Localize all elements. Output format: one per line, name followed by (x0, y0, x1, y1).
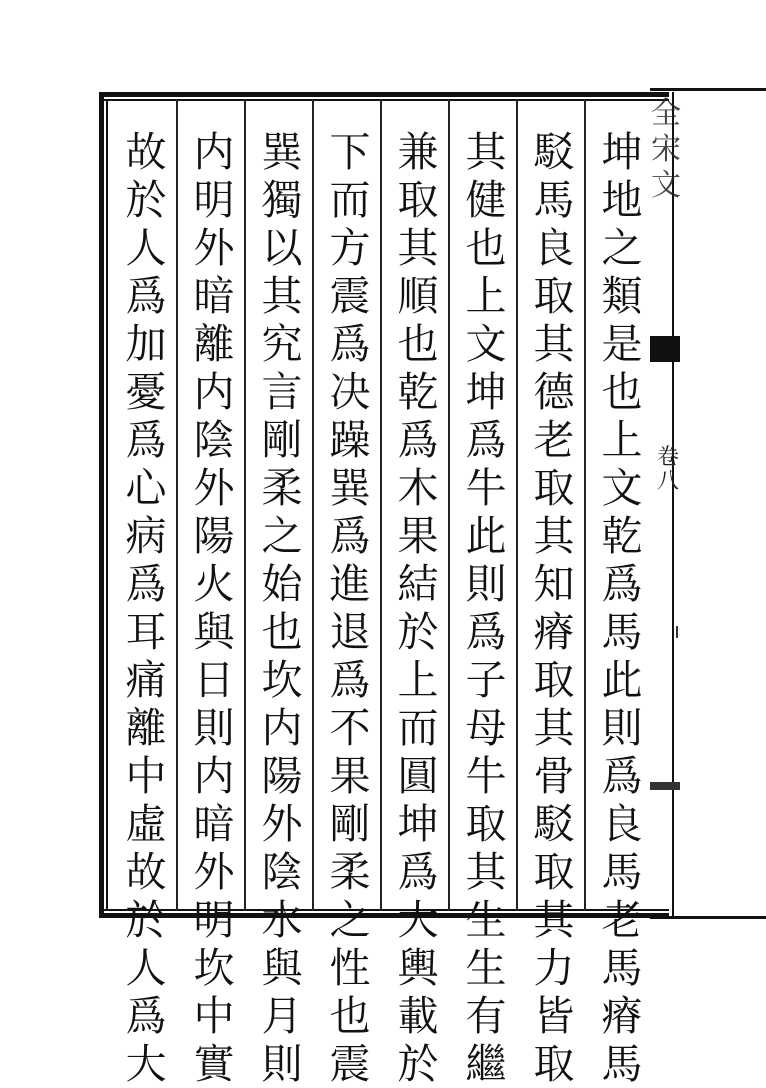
character: 震 (329, 272, 371, 320)
character: 骨 (533, 752, 575, 800)
character: 其 (533, 512, 575, 560)
character: 外 (193, 464, 235, 512)
character: 坎 (193, 944, 235, 992)
margin-volume-label: 卷 八 (656, 445, 679, 494)
character: 也 (601, 368, 643, 416)
character: 水 (261, 896, 303, 944)
character: 柔 (261, 464, 303, 512)
character: 故 (125, 848, 167, 896)
character: 退 (329, 608, 371, 656)
text-column (386, 128, 450, 1088)
character: 老 (601, 896, 643, 944)
margin-tick (676, 626, 678, 638)
character: 外 (261, 800, 303, 848)
character: 陽 (193, 512, 235, 560)
character: 内 (193, 368, 235, 416)
character: 實 (193, 1040, 235, 1088)
character: 加 (125, 320, 167, 368)
character: 文 (465, 320, 507, 368)
character: 健 (465, 176, 507, 224)
character: 明 (193, 896, 235, 944)
margin-rule-bottom (650, 916, 766, 919)
character: 瘠 (601, 992, 643, 1040)
character: 之 (329, 896, 371, 944)
character: 火 (193, 560, 235, 608)
character: 與 (261, 944, 303, 992)
character: 則 (601, 704, 643, 752)
character: 上 (465, 272, 507, 320)
character: 爲 (329, 512, 371, 560)
character: 繼 (465, 1040, 507, 1088)
character: 也 (397, 320, 439, 368)
character: 取 (397, 176, 439, 224)
character: 爲 (125, 416, 167, 464)
character: 取 (533, 272, 575, 320)
character: 馬 (601, 1040, 643, 1088)
character: 乾 (601, 512, 643, 560)
character: 爲 (329, 320, 371, 368)
character: 而 (397, 704, 439, 752)
character: 其 (533, 704, 575, 752)
character: 决 (329, 368, 371, 416)
character: 知 (533, 560, 575, 608)
character: 剛 (261, 416, 303, 464)
text-column (114, 128, 178, 1088)
character: 言 (261, 368, 303, 416)
character: 爲 (329, 656, 371, 704)
character: 生 (465, 896, 507, 944)
character: 暗 (193, 800, 235, 848)
character: 牛 (465, 464, 507, 512)
character: 日 (193, 656, 235, 704)
character: 生 (465, 944, 507, 992)
character: 圓 (397, 752, 439, 800)
character: 地 (601, 176, 643, 224)
character: 取 (533, 656, 575, 704)
character: 中 (193, 992, 235, 1040)
character: 不 (329, 704, 371, 752)
character: 良 (601, 800, 643, 848)
character: 駁 (533, 128, 575, 176)
character: 其 (261, 272, 303, 320)
character: 憂 (125, 368, 167, 416)
character: 外 (193, 848, 235, 896)
character: 獨 (261, 176, 303, 224)
character: 其 (533, 320, 575, 368)
character: 爲 (397, 416, 439, 464)
character: 而 (329, 176, 371, 224)
character: 心 (125, 464, 167, 512)
character: 類 (601, 272, 643, 320)
character: 中 (125, 752, 167, 800)
character: 果 (329, 752, 371, 800)
character: 爲 (465, 608, 507, 656)
character: 故 (125, 128, 167, 176)
character: 兼 (397, 128, 439, 176)
character: 於 (125, 176, 167, 224)
character: 究 (261, 320, 303, 368)
character: 於 (397, 1040, 439, 1088)
character: 取 (533, 464, 575, 512)
character: 其 (465, 848, 507, 896)
character: 陽 (261, 752, 303, 800)
character: 離 (125, 704, 167, 752)
character: 其 (397, 224, 439, 272)
character: 爲 (125, 560, 167, 608)
character: 順 (397, 272, 439, 320)
character: 虛 (125, 800, 167, 848)
character: 其 (465, 128, 507, 176)
character: 馬 (533, 176, 575, 224)
character: 坎 (261, 656, 303, 704)
character: 爲 (125, 992, 167, 1040)
character: 也 (465, 224, 507, 272)
character: 以 (261, 224, 303, 272)
character: 月 (261, 992, 303, 1040)
character: 人 (125, 224, 167, 272)
character: 下 (329, 128, 371, 176)
character: 巽 (329, 464, 371, 512)
character: 皆 (533, 992, 575, 1040)
fish-tail-mark (650, 336, 680, 362)
character: 是 (601, 320, 643, 368)
character: 始 (261, 560, 303, 608)
character: 則 (261, 1040, 303, 1088)
character: 駁 (533, 800, 575, 848)
text-column (182, 128, 246, 1088)
character: 力 (533, 944, 575, 992)
character: 大 (397, 896, 439, 944)
character: 則 (193, 704, 235, 752)
character: 則 (465, 560, 507, 608)
character: 德 (533, 368, 575, 416)
character: 馬 (601, 848, 643, 896)
character: 取 (465, 800, 507, 848)
character: 陰 (261, 848, 303, 896)
character: 痛 (125, 656, 167, 704)
character: 有 (465, 992, 507, 1040)
character: 乾 (397, 368, 439, 416)
character: 載 (397, 992, 439, 1040)
character: 性 (329, 944, 371, 992)
character: 此 (465, 512, 507, 560)
character: 良 (533, 224, 575, 272)
text-column (522, 128, 586, 1088)
character: 此 (601, 656, 643, 704)
text-column (250, 128, 314, 1088)
character: 外 (193, 224, 235, 272)
margin-book-title: 全 宋 文 (651, 96, 681, 203)
character: 輿 (397, 944, 439, 992)
character: 方 (329, 224, 371, 272)
character: 爲 (397, 848, 439, 896)
character: 柔 (329, 848, 371, 896)
character: 上 (397, 656, 439, 704)
character: 離 (193, 320, 235, 368)
character: 爲 (125, 272, 167, 320)
character: 耳 (125, 608, 167, 656)
character: 文 (601, 464, 643, 512)
character: 子 (465, 656, 507, 704)
character: 瘠 (533, 608, 575, 656)
character: 老 (533, 416, 575, 464)
character: 坤 (601, 128, 643, 176)
character: 大 (125, 1040, 167, 1088)
character: 内 (193, 752, 235, 800)
character: 暗 (193, 272, 235, 320)
character: 也 (329, 992, 371, 1040)
character: 於 (125, 896, 167, 944)
character: 牛 (465, 752, 507, 800)
character: 取 (533, 848, 575, 896)
character: 馬 (601, 944, 643, 992)
character: 取 (533, 1040, 575, 1088)
character: 坤 (397, 800, 439, 848)
character: 躁 (329, 416, 371, 464)
character: 爲 (601, 752, 643, 800)
margin-rule-top (650, 88, 766, 91)
character: 果 (397, 512, 439, 560)
character: 陰 (193, 416, 235, 464)
fish-tail-mark-lower (650, 782, 680, 790)
character: 上 (601, 416, 643, 464)
margin-border (672, 92, 674, 918)
character: 之 (601, 224, 643, 272)
character: 也 (261, 608, 303, 656)
character: 與 (193, 608, 235, 656)
inner-border-left (106, 99, 108, 911)
text-column (318, 128, 382, 1088)
character: 其 (533, 896, 575, 944)
character: 母 (465, 704, 507, 752)
character: 人 (125, 944, 167, 992)
character: 之 (261, 512, 303, 560)
character: 木 (397, 464, 439, 512)
character: 進 (329, 560, 371, 608)
character: 震 (329, 1040, 371, 1088)
character: 坤 (465, 368, 507, 416)
text-column (590, 128, 654, 1088)
character: 剛 (329, 800, 371, 848)
character: 巽 (261, 128, 303, 176)
character: 馬 (601, 608, 643, 656)
character: 爲 (465, 416, 507, 464)
character: 結 (397, 560, 439, 608)
character: 内 (193, 128, 235, 176)
text-column (454, 128, 518, 1088)
character: 病 (125, 512, 167, 560)
character: 明 (193, 176, 235, 224)
character: 於 (397, 608, 439, 656)
character: 内 (261, 704, 303, 752)
character: 爲 (601, 560, 643, 608)
